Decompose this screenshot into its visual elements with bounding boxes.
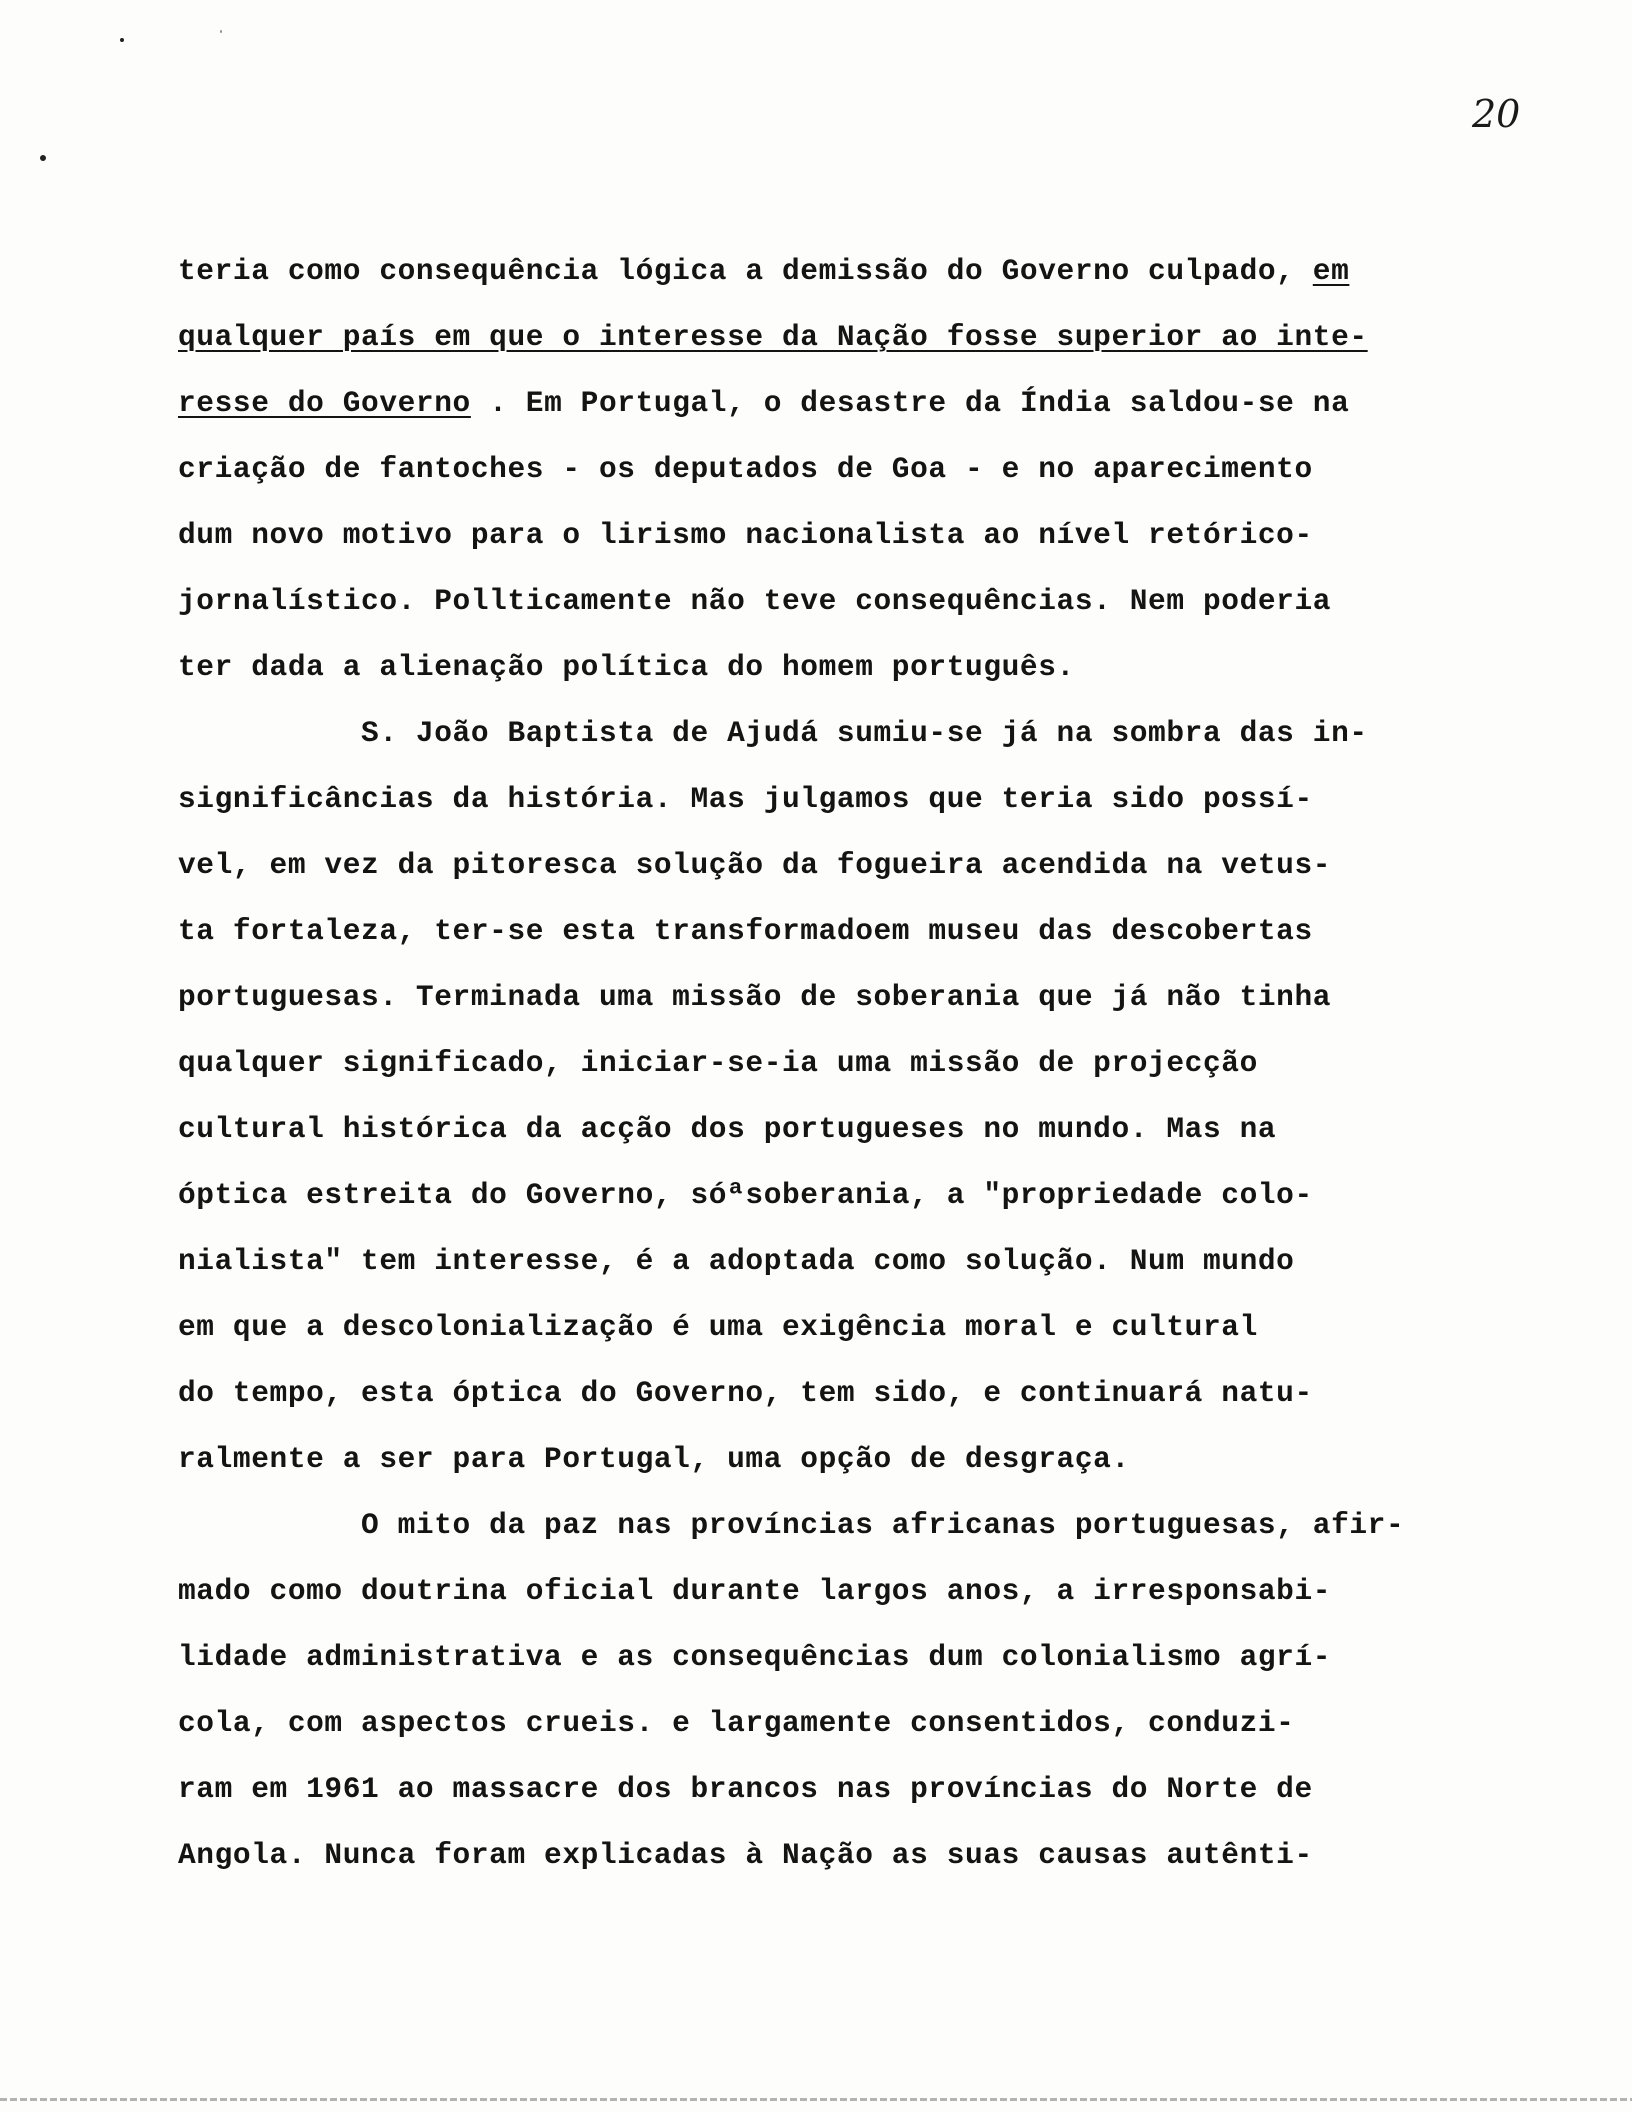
text-segment: cola, com aspectos crueis. e largamente consentidos, conduzi- (178, 1706, 1295, 1740)
scan-speck (220, 30, 222, 33)
text-segment: cultural histórica da acção dos portugueses no mundo. Mas na (178, 1112, 1277, 1146)
text-segment: significâncias da história. Mas julgamos que teria sido possí- (178, 782, 1313, 816)
text-segment: jornalístico. Pollticamente não teve consequências. Nem poderia (178, 584, 1332, 618)
text-segment: O mito da paz nas províncias africanas portuguesas, afir- (178, 1508, 1405, 1542)
text-line (178, 1690, 1468, 1756)
text-segment: ralmente a ser para Portugal, uma opção de desgraça. (178, 1442, 1130, 1476)
text-line (178, 1096, 1468, 1162)
text-line (178, 1492, 1468, 1558)
text-segment: portuguesas. Terminada uma missão de soberania que já não tinha (178, 980, 1332, 1014)
text-segment: lidade administrativa e as consequências dum colonialismo agrí- (178, 1640, 1332, 1674)
text-line (178, 1162, 1468, 1228)
text-segment: criação de fantoches - os deputados de Goa - e no aparecimento (178, 452, 1313, 486)
text-segment: do tempo, esta óptica do Governo, tem sido, e continuará natu- (178, 1376, 1313, 1410)
text-segment: em que a descolonialização é uma exigência moral e cultural (178, 1310, 1258, 1344)
text-segment: dum novo motivo para o lirismo nacionalista ao nível retórico- (178, 518, 1313, 552)
text-line (178, 1822, 1468, 1888)
text-line (178, 700, 1468, 766)
underlined-text: resse do Governo (178, 386, 471, 420)
underlined-text: qualquer país em que o interesse da Nação fosse superior ao inte- (178, 320, 1368, 354)
text-segment: óptica estreita do Governo, sóªsoberania, a "propriedade colo- (178, 1178, 1313, 1212)
scan-edge (0, 2098, 1632, 2101)
underlined-text: em (1312, 254, 1350, 288)
text-segment: ram em 1961 ao massacre dos brancos nas províncias do Norte de (178, 1772, 1313, 1806)
scan-speck (120, 38, 124, 42)
text-segment: qualquer significado, iniciar-se-ia uma missão de projecção (178, 1046, 1258, 1080)
text-segment: ta fortaleza, ter-se esta transformadoem museu das descobertas (178, 914, 1313, 948)
page-number: 20 (1472, 92, 1521, 136)
text-line (178, 832, 1468, 898)
text-segment: vel, em vez da pitoresca solução da fogueira acendida na vetus- (178, 848, 1332, 882)
text-line (178, 304, 1468, 370)
text-segment: . Em Portugal, o desastre da Índia saldou-se na (470, 386, 1350, 420)
text-line (178, 964, 1468, 1030)
text-line (178, 238, 1468, 304)
text-line (178, 766, 1468, 832)
scan-speck (40, 155, 46, 161)
text-line (178, 1360, 1468, 1426)
text-line (178, 436, 1468, 502)
text-segment: nialista" tem interesse, é a adoptada como solução. Num mundo (178, 1244, 1295, 1278)
text-segment: S. João Baptista de Ajudá sumiu-se já na sombra das in- (178, 716, 1368, 750)
text-line (178, 1030, 1468, 1096)
text-line (178, 1228, 1468, 1294)
text-segment: mado como doutrina oficial durante largos anos, a irresponsabi- (178, 1574, 1332, 1608)
text-line (178, 634, 1468, 700)
text-line (178, 898, 1468, 964)
text-line (178, 1756, 1468, 1822)
text-line (178, 1426, 1468, 1492)
text-line (178, 568, 1468, 634)
text-segment: teria como consequência lógica a demissão do Governo culpado, (178, 254, 1313, 288)
text-line (178, 370, 1468, 436)
text-line (178, 1558, 1468, 1624)
text-segment: Angola. Nunca foram explicadas à Nação as suas causas autênti- (178, 1838, 1313, 1872)
text-line (178, 1294, 1468, 1360)
body-text (178, 238, 1468, 1888)
text-line (178, 502, 1468, 568)
text-segment: ter dada a alienação política do homem português. (178, 650, 1075, 684)
text-line (178, 1624, 1468, 1690)
